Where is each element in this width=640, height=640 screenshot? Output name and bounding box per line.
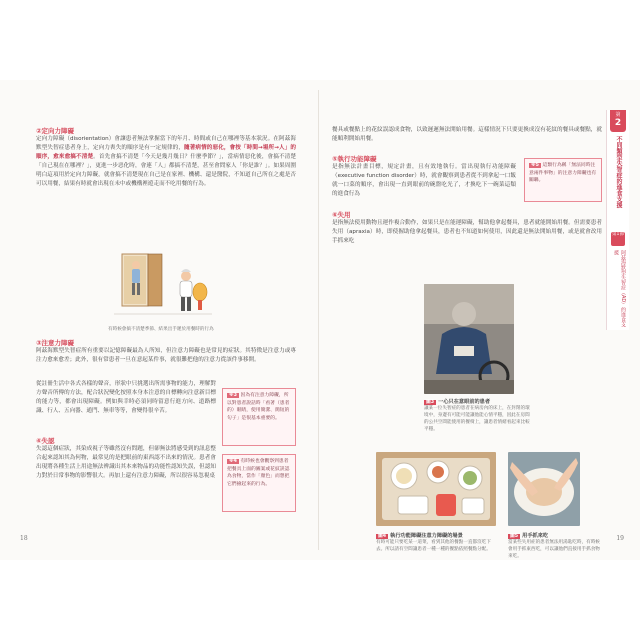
- gutter-divider: [318, 90, 319, 550]
- photo-description: 當某些失用症的患者無法用湯匙吃時，有時候會用手抓東西吃，可以讓他們直接用手抓食物來吃。: [508, 540, 600, 559]
- emphasis-text: 隨著病情的惡化，會按「時間→場所→人」的順序，愈來愈搞不清楚: [36, 145, 296, 160]
- note-text: 這類行為稱「無法同時注意兩件事物」的注意力障礙也有關聯。: [529, 163, 597, 183]
- page-number: 19: [616, 535, 624, 542]
- body-text: 。再加上還有注意力障礙，所以很容易忽視桌: [103, 473, 216, 479]
- photo-description: 有時可能只要吃某一道菜，看到其他的餐點一直都沒吃下去。所以請有空間讓患者一種一種的餐點依照餐點分配。: [376, 540, 491, 552]
- section-executive-dysfunction: [332, 154, 516, 199]
- note-text: 因為有注意力障礙，所以對患者說話時「看著（患者的）眼睛，使用簡潔、簡短的句子」是很基本重要的。: [227, 393, 290, 421]
- section-disorientation: [36, 126, 296, 189]
- body-text: 。例如與幸時必須同時留意行進方向、道路標識、行人、五向器、通門、無車等等，會變得很辛苦。: [36, 399, 216, 414]
- chapter-title: 不同類型失智症的進食支援: [615, 136, 622, 208]
- side-note-4: [222, 454, 296, 512]
- photo-tag: 圖3: [426, 400, 435, 405]
- patient-wheelchair-photo: [424, 284, 514, 394]
- body-text: 定向力障礙（disorientation）會讓患者無法掌握當下的年月、時間或自己在哪裡等基本狀況。在阿茲海默型失智症患者身上，定向力喪失的順序是有一定規律的，: [36, 136, 296, 151]
- section-body: 是指無法使用動物且運作複合動作，如果只是在能運障礙，幫助他拿起餐具，患者就能開始用餐。但需要患者失用（apraxia）時，即使握助他拿起餐具，患者也不知道如何使用，因此還是無法開始用餐，或是就會改用手抓來吃: [332, 220, 602, 244]
- body-text: 失認這個症狀，其染成視子等雖然沒有問題，但卻無法將感受到的訊息整合起來認知其為何物，最常見的是把眼前的東西認不出來的情況。患者會出現將各種生活上用途無法辨識出其本來物品的功能性認知失誤，但認知力對於日常事物的影響很大: [36, 446, 216, 479]
- book-spread: [0, 80, 640, 560]
- photo-description: 讓某一位失智症的患者在病房內的床上，在封閉的環境中，身邊有可能可能讓他能心情平穩，因此在房間的公共空間能使用的餐椅上，讓患者情緒看起來比較平穩。: [424, 406, 530, 432]
- photo-title: 用手抓來吃: [522, 533, 549, 539]
- chapter-number: 2: [614, 118, 622, 128]
- photo-title: 一心只在意眼前的患者: [438, 399, 491, 405]
- eating-by-hand-photo: [508, 452, 580, 526]
- section-title: ④失認: [36, 437, 55, 445]
- note-tag: ※5: [531, 163, 540, 168]
- meal-tray-photo: [376, 452, 496, 526]
- body-text: 。首先會搞不清楚「今天是幾月幾日？什麼季節？」，當病情惡化後，會搞不清楚「自己現在在哪裡？」，更進一步惡化時，會連「人」都搞不清楚，甚至會問家人「你是誰？」。如果周圍明白這項用於定向力障礙，就會搞不清楚現在自己是在家裡、機構、還是醫院，不知道自己所在之處是否可以用餐，結果有時就會出現在未中或機構裡遊走而不吃用餐的行為。: [36, 154, 296, 187]
- photo-tag: 圖5: [510, 534, 519, 539]
- section-body: [332, 126, 602, 144]
- photo-tag: 圖4: [378, 534, 387, 539]
- photo1-caption: [424, 398, 534, 433]
- right-page: [324, 80, 624, 560]
- section-body: [36, 445, 216, 481]
- chapter-badge: [610, 110, 626, 132]
- page-number: 18: [20, 535, 28, 542]
- side-note-5: [524, 158, 602, 202]
- section-body: 是指無法計畫目標，規定計畫，且有效地執行。當出現執行功能障礙（executive function disorder）時，就會觀察到患者從不到拿起一口飯就一口菜的順序，會出現一直到眼前的碗盤吃光了，才換吃下一碗菜這類的進食行為: [332, 164, 516, 197]
- section-title: ⑤執行功能障礙: [332, 155, 377, 163]
- agnosia-continued: [332, 126, 602, 144]
- section-attention: [36, 338, 296, 365]
- photo-title: 執行功能障礙注意力障礙的場景: [390, 533, 463, 539]
- note-tag: ※3: [229, 393, 238, 398]
- note-text: 有時候也會觀察到患者把餐具上面的圖案或花紋誤認為食物，當作「顏色」而想把它們撿起來的行為。: [227, 459, 290, 487]
- body-text: 。這樣情況下只要更換成沒有花紋的餐具或餐點，就能順利開始用餐。: [332, 127, 602, 142]
- attention-continued: [36, 380, 216, 416]
- illustration-caption: 有時候會搞不清楚季節、結果出手遲於用餐時的行為: [108, 327, 214, 332]
- photo3-caption: [508, 532, 604, 560]
- photo2-caption: [376, 532, 496, 553]
- body-text: 餐具或餐點上的花紋誤認成食物，以致遲遲無法開始用餐: [332, 127, 473, 133]
- left-page: [16, 80, 316, 560]
- section-title: ⑥失用: [332, 211, 351, 219]
- section-body: 阿茲海默型失智症所有重要以記憶障礙最為人所知，但注意力障礙也是常見的症狀。其特徵是注意力或專注力愈來愈差；此外，很有常患者一旦在意起某件事，就很難把他的注意力從該件事移開。: [36, 348, 296, 363]
- section-subtitle: 阿茲海默型失智症（AD）的進食支援: [613, 250, 626, 328]
- section-body: [36, 135, 296, 189]
- elderly-walking-illustration: [108, 248, 218, 322]
- section-body: [36, 380, 216, 416]
- chapter-side-tab: [606, 110, 629, 330]
- section-title: ③注意力障礙: [36, 339, 75, 347]
- note-tag: ※4: [229, 459, 238, 464]
- chapter-label: 第: [615, 112, 621, 118]
- section-badge: 第1節: [611, 232, 625, 246]
- section-apraxia: [332, 210, 602, 246]
- section-title: ②定向力障礙: [36, 127, 75, 135]
- side-note-3: [222, 388, 296, 446]
- section-agnosia: [36, 436, 216, 481]
- body-text: 從註冊生活中各式各樣的聲音，形狀中只挑選出所需事物的能力，理解對方聲音所傳的方法，配合狀況變化按照本身本注意的自標轉向注意新目標的能力等，都會出現障礙: [36, 381, 216, 405]
